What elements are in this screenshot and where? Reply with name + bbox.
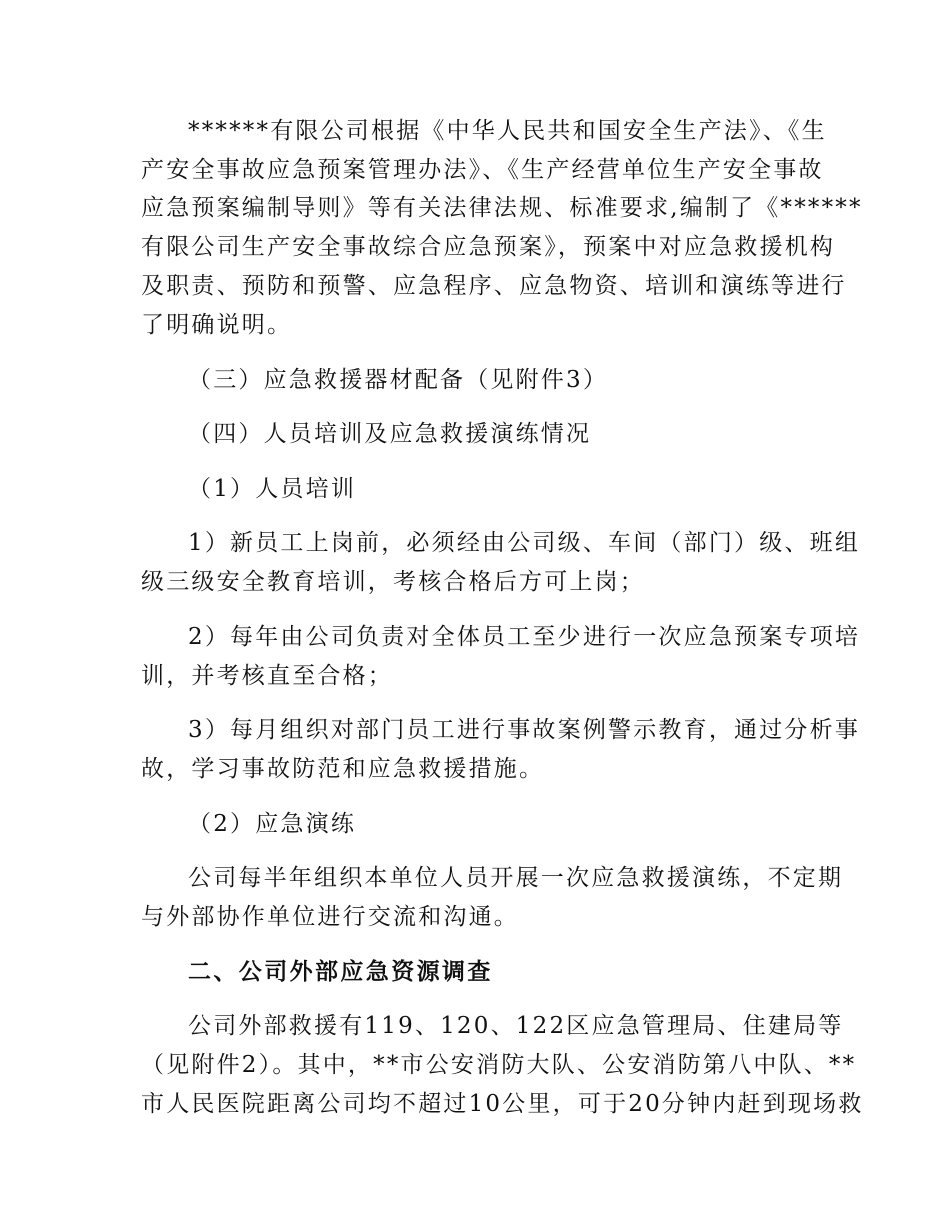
external-paragraph-line-2: （见附件2）。其中，**市公安消防大队、公安消防第八中队、** xyxy=(141,1052,857,1078)
external-paragraph-line-1: 公司外部救援有119、120、122区应急管理局、住建局等 xyxy=(188,1013,844,1039)
sub-1-title: （1）人员培训 xyxy=(188,476,357,502)
intro-paragraph-line-2: 产安全事故应急预案管理办法》、《生产经营单位生产安全事故 xyxy=(141,157,824,183)
sub-2-title: （2）应急演练 xyxy=(188,811,357,837)
training-item-1-line-2: 级三级安全教育培训，考核合格后方可上岗； xyxy=(141,569,645,595)
training-item-2-line-2: 训，并考核直至合格； xyxy=(141,663,393,689)
drill-paragraph-line-1: 公司每半年组织本单位人员开展一次应急救援演练，不定期 xyxy=(188,865,844,891)
section-4-title: （四）人员培训及应急救援演练情况 xyxy=(188,421,592,447)
intro-paragraph-line-1: ******有限公司根据《中华人民共和国安全生产法》、《生 xyxy=(188,118,827,144)
intro-paragraph-line-4: 有限公司生产安全事故综合应急预案》，预案中对应急救援机构 xyxy=(141,234,836,260)
external-paragraph-line-3: 市人民医院距离公司均不超过10公里，可于20分钟内赶到现场救 xyxy=(141,1091,864,1117)
intro-paragraph-line-5: 及职责、预防和预警、应急程序、应急物资、培训和演练等进行 xyxy=(141,273,847,299)
chapter-2-heading: 二、公司外部应急资源调查 xyxy=(188,959,493,985)
training-item-2-line-1: 2）每年由公司负责对全体员工至少进行一次应急预案专项培 xyxy=(188,624,861,650)
section-3-title: （三）应急救援器材配备（见附件3） xyxy=(188,367,609,393)
training-item-1-line-1: 1）新员工上岗前，必须经由公司级、车间（部门）级、班组 xyxy=(188,530,861,556)
intro-paragraph-line-3: 应急预案编制导则》等有关法律法规、标准要求,编制了《****** xyxy=(141,195,863,221)
drill-paragraph-line-2: 与外部协作单位进行交流和沟通。 xyxy=(141,904,519,930)
intro-paragraph-line-6: 了明确说明。 xyxy=(141,312,293,338)
training-item-3-line-2: 故，学习事故防范和应急救援措施。 xyxy=(141,756,545,782)
training-item-3-line-1: 3）每月组织对部门员工进行事故案例警示教育，通过分析事 xyxy=(188,717,861,743)
